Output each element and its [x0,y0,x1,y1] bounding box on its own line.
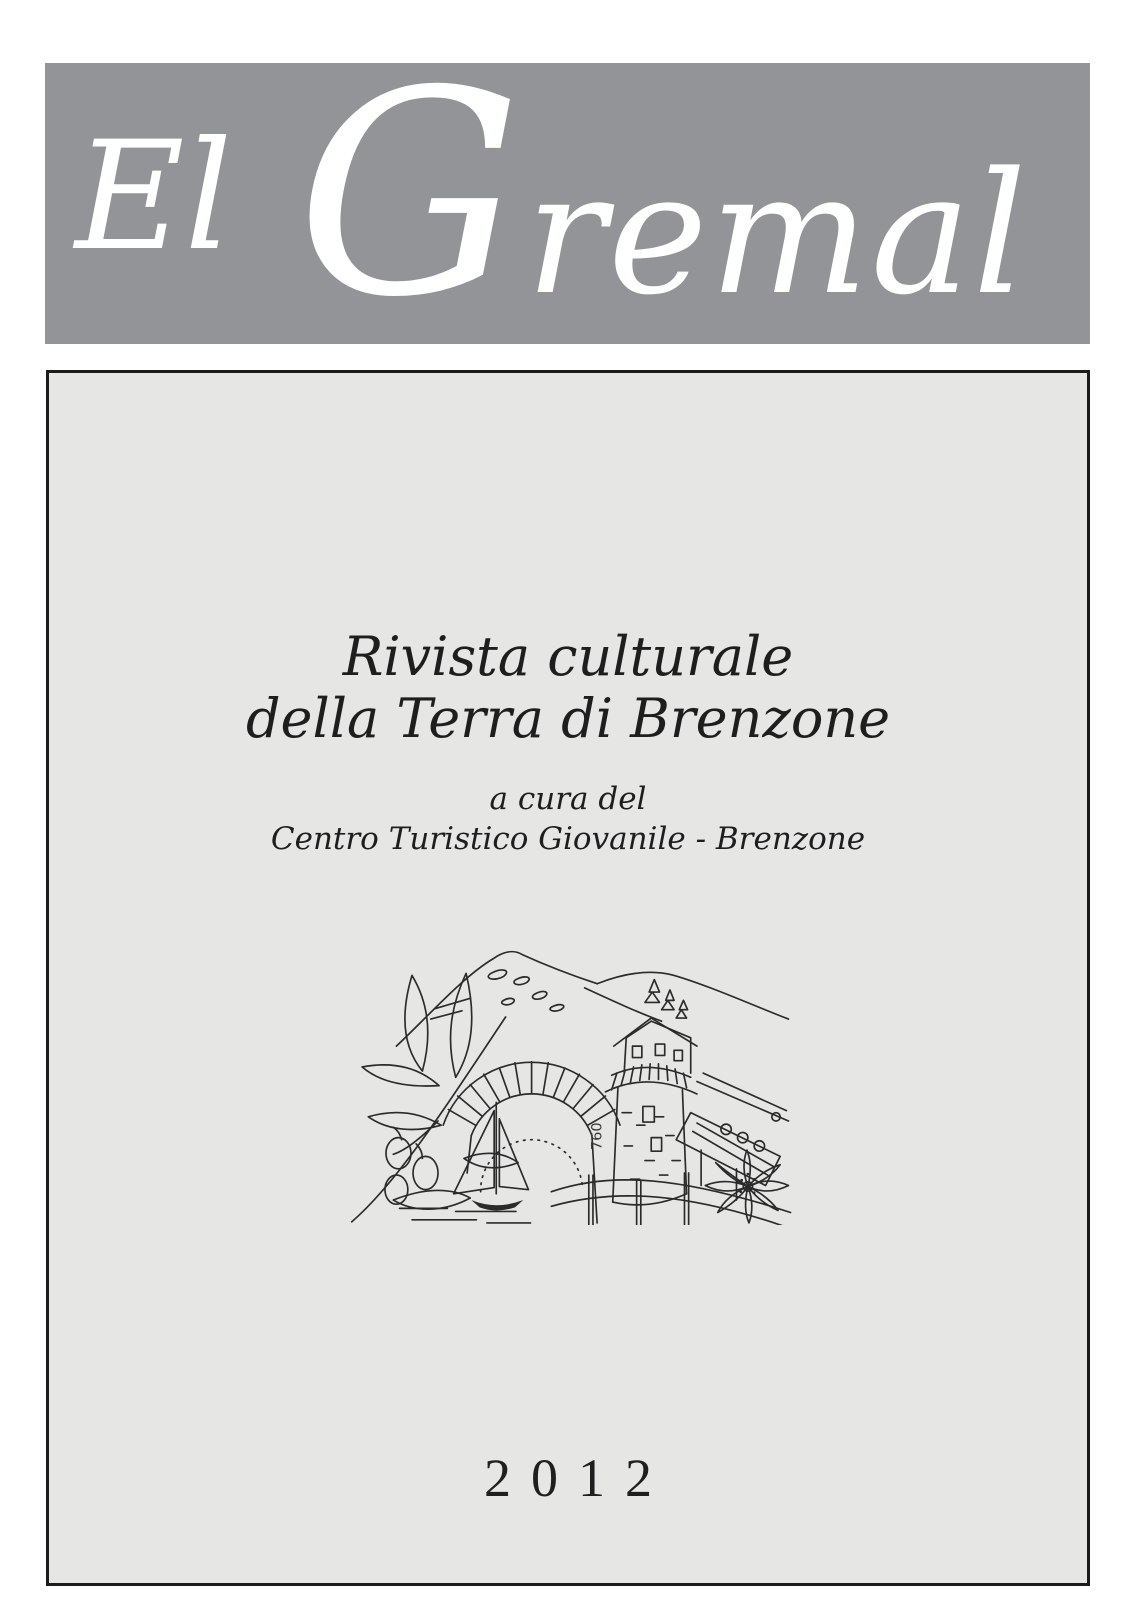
credit-line2: Centro Turistico Giovanile - Brenzone [270,821,866,858]
cover-illustration [337,913,799,1225]
tower-drawing [605,1018,697,1205]
cover-panel [46,370,1090,1586]
arch-marking-text: 760 [588,1122,606,1151]
title-word-el: El [75,110,233,285]
lake-water-drawing [400,1208,548,1225]
masthead [45,63,1090,344]
credit-line1: a cura del [489,781,647,817]
magazine-title [75,63,1029,344]
title-initial-g: G [296,63,522,344]
mountains-drawing [396,952,788,1046]
year: 2012 [484,1448,672,1508]
title-word-rest: remal [525,136,1029,333]
olive-branch-drawing [352,973,518,1222]
subtitle [49,626,1087,749]
subtitle-line1: Rivista culturale [342,625,794,688]
subtitle-line2: della Terra di Brenzone [245,686,891,750]
credit [49,779,1087,860]
